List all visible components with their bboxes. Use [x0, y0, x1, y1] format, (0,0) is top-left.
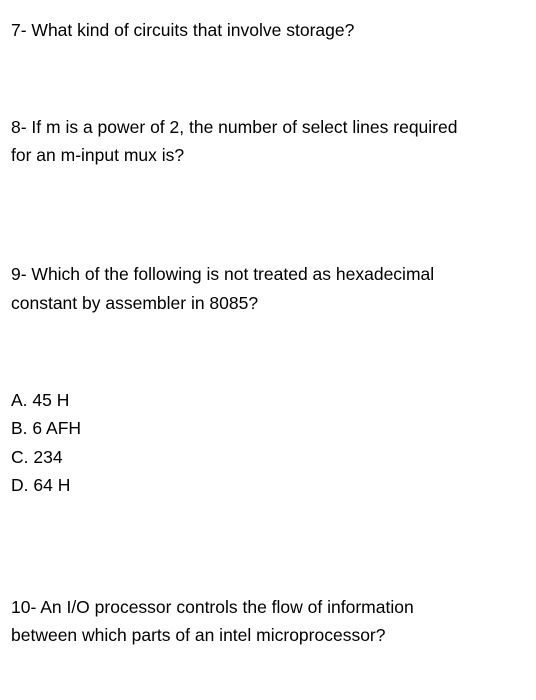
question-9-text-line-2: constant by assembler in 8085? [11, 293, 259, 313]
question-9-option-c: C. 234 [11, 447, 63, 467]
question-9-text-line-1: 9- Which of the following is not treated as hexadecimal [11, 264, 435, 284]
question-9-option-a: A. 45 H [11, 390, 70, 410]
question-8-text-line-1: 8- If m is a power of 2, the number of select lines required [11, 117, 458, 137]
question-10-text-line-1: 10- An I/O processor controls the flow of information [11, 597, 414, 617]
question-7-text: 7- What kind of circuits that involve storage? [11, 20, 355, 40]
question-8-text-line-2: for an m-input mux is? [11, 145, 185, 165]
question-9-option-b: B. 6 AFH [11, 418, 82, 438]
question-10-text-line-2: between which parts of an intel microprocessor? [11, 625, 386, 645]
question-9-option-d: D. 64 H [11, 475, 71, 495]
